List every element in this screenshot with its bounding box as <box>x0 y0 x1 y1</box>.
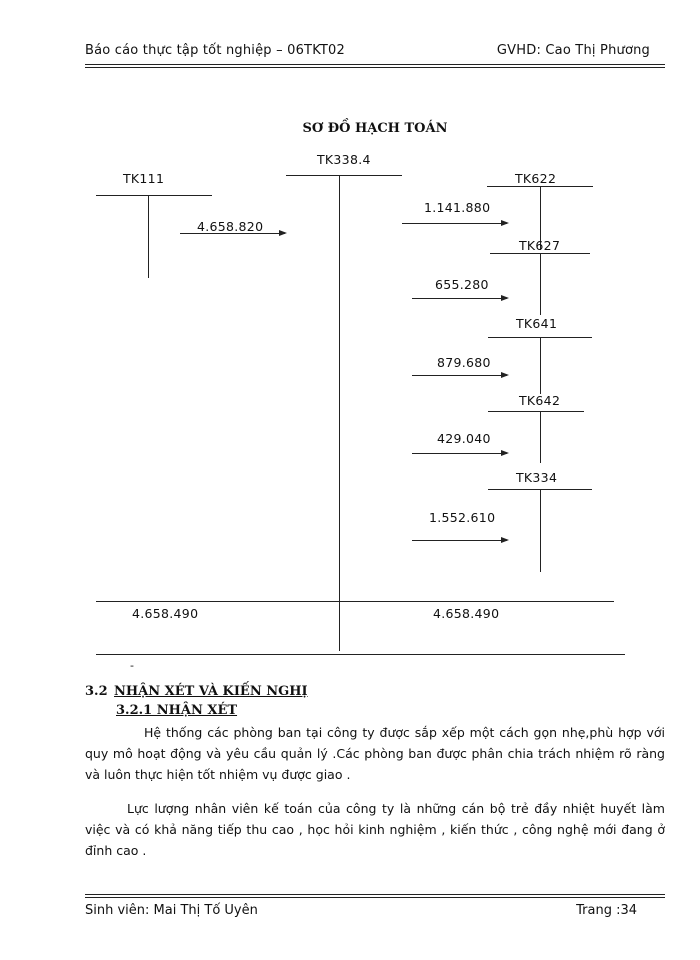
account-tk641-label: TK641 <box>516 316 558 331</box>
subsection-title: 3.2.1 NHẬN XÉT <box>116 703 238 718</box>
tk111-top-line <box>96 195 212 196</box>
entry-tk641-amount: 879.680 <box>437 355 491 370</box>
arrow-tk111-to-tk338 <box>180 233 285 234</box>
tk641-vertical-line <box>540 337 541 394</box>
header-right: GVHD: Cao Thị Phương <box>496 43 650 58</box>
entry-tk627-amount: 655.280 <box>435 277 489 292</box>
tk338-top-line <box>286 175 402 176</box>
totals-top-line <box>96 601 614 602</box>
tk111-vertical-line <box>148 195 149 278</box>
tk334-vertical-line <box>540 489 541 572</box>
footer-rule <box>85 894 665 895</box>
total-credit: 4.658.490 <box>433 606 500 621</box>
header-left: Báo cáo thực tập tốt nghiệp – 06TKT02 <box>85 43 345 58</box>
header-rule-2 <box>85 67 665 68</box>
totals-bottom-line <box>96 654 625 655</box>
entry-tk334-amount: 1.552.610 <box>429 510 496 525</box>
dash-mark: - <box>130 659 134 672</box>
arrow-to-tk642 <box>412 453 507 454</box>
footer-rule-2 <box>85 897 665 898</box>
tk642-top-line <box>488 411 584 412</box>
footer-right: Trang :34 <box>576 903 637 918</box>
total-debit: 4.658.490 <box>132 606 199 621</box>
account-tk334-label: TK334 <box>516 470 558 485</box>
entry-tk111-amount: 4.658.820 <box>197 219 264 234</box>
footer-left: Sinh viên: Mai Thị Tố Uyên <box>85 903 258 918</box>
diagram-title: SƠ ĐỒ HẠCH TOÁN <box>302 121 448 136</box>
tk642-vertical-line <box>540 411 541 463</box>
tk338-vertical-line <box>339 175 340 651</box>
section-title: NHẬN XÉT VÀ KIẾN NGHỊ <box>114 684 308 699</box>
account-tk111-label: TK111 <box>123 171 165 186</box>
section-number: 3.2 <box>85 684 108 699</box>
entry-tk642-amount: 429.040 <box>437 431 491 446</box>
arrow-to-tk627 <box>412 298 507 299</box>
account-tk627-label: TK627 <box>519 238 561 253</box>
account-tk642-label: TK642 <box>519 393 561 408</box>
paragraph-1: Hệ thống các phòng ban tại công ty được sắp xếp một cách gọn nhẹ,phù hợp với quy mô hoạt động và yêu cầu quản lý .Các phòng ban được phân chia trách nhiệm rõ ràng và luôn thực hiện tốt nhiệm vụ được giao . <box>85 725 665 782</box>
account-tk622-label: TK622 <box>515 171 557 186</box>
arrow-to-tk334 <box>412 540 507 541</box>
entry-tk622-amount: 1.141.880 <box>424 200 491 215</box>
arrow-to-tk622 <box>402 223 507 224</box>
account-tk338-label: TK338.4 <box>317 152 371 167</box>
tk627-vertical-line <box>540 253 541 315</box>
header-rule <box>85 64 665 65</box>
arrow-to-tk641 <box>412 375 507 376</box>
paragraph-2: Lực lượng nhân viên kế toán của công ty là những cán bộ trẻ đầy nhiệt huyết làm việc và có khả năng tiếp thu cao , học hỏi kinh nghiệm , kiến thức , công nghệ mới đang ở đỉnh cao . <box>85 801 665 858</box>
